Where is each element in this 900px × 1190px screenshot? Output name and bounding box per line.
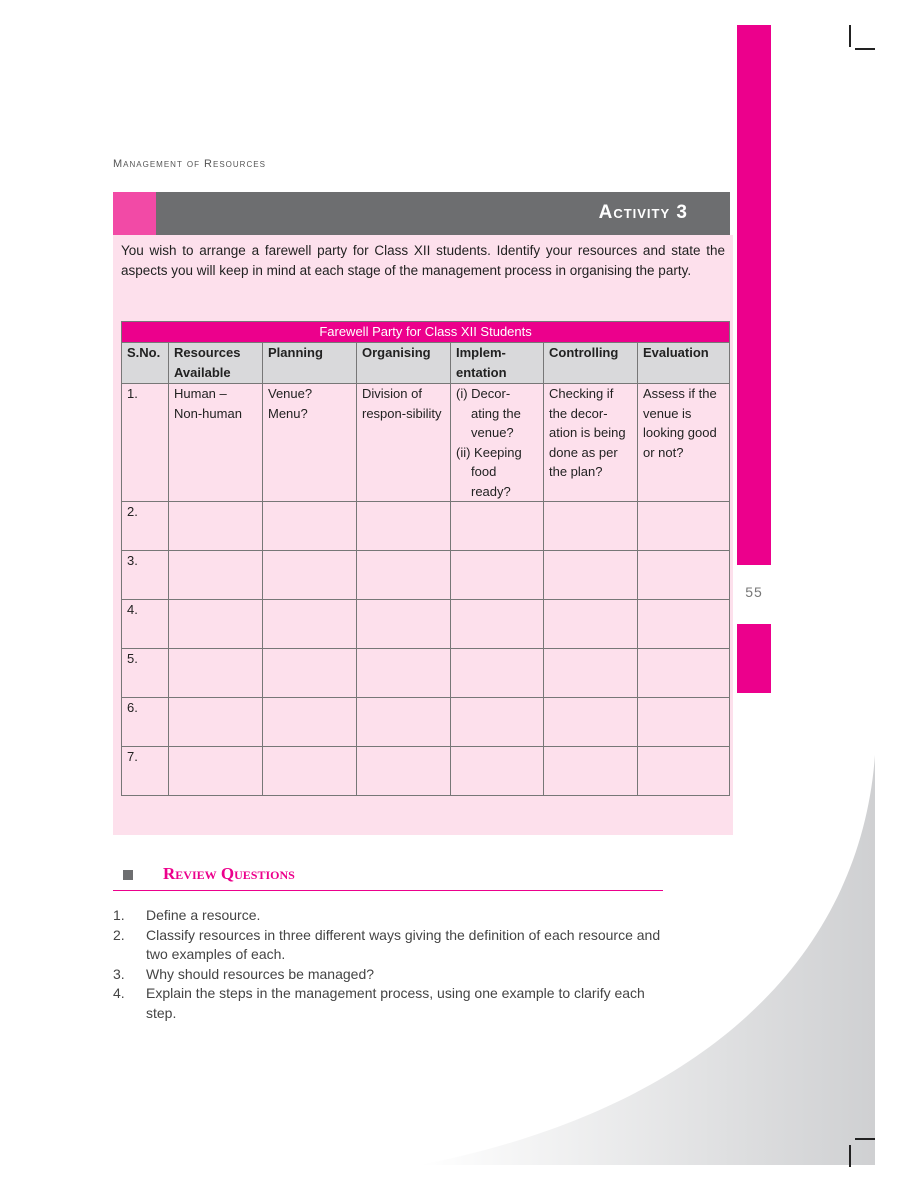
review-questions-heading: [113, 864, 663, 891]
cell-organising: Division of respon-sibility: [357, 384, 451, 502]
running-head: Management of Resources: [113, 158, 266, 170]
blank-cell: [263, 502, 357, 551]
cell-sno: 5.: [122, 649, 169, 698]
question-text: Why should resources be managed?: [146, 965, 375, 982]
blank-cell: [169, 698, 263, 747]
activity-title: Activity 3: [598, 202, 688, 223]
blank-cell: [169, 600, 263, 649]
cell-planning: Venue? Menu?: [263, 384, 357, 502]
blank-cell: [638, 551, 730, 600]
blank-cell: [451, 747, 544, 796]
blank-cell: [169, 649, 263, 698]
side-tab-upper: [737, 25, 771, 565]
blank-cell: [544, 649, 638, 698]
cell-sno: 3.: [122, 551, 169, 600]
blank-cell: [638, 600, 730, 649]
question-text: Classify resources in three different ways giving the definition of each resource and two examples of each.: [146, 926, 661, 962]
farewell-party-table: [121, 321, 730, 796]
question-number: 2.: [113, 926, 125, 943]
blank-cell: [263, 649, 357, 698]
column-header: Evaluation: [638, 343, 730, 384]
table-row: [122, 384, 730, 502]
blank-cell: [638, 698, 730, 747]
blank-cell: [451, 649, 544, 698]
column-header: Controlling: [544, 343, 638, 384]
page-number: 55: [745, 584, 763, 600]
blank-cell: [638, 747, 730, 796]
list-item: [113, 926, 673, 965]
blank-cell: [263, 698, 357, 747]
table-row: [122, 551, 730, 600]
list-item: [113, 984, 673, 1023]
question-number: 4.: [113, 985, 125, 1001]
cell-sno: 6.: [122, 698, 169, 747]
cell-sno: 2.: [122, 502, 169, 551]
table-row: [122, 502, 730, 551]
blank-cell: [638, 649, 730, 698]
blank-cell: [263, 551, 357, 600]
cell-evaluation: Assess if the venue is looking good or not?: [638, 384, 730, 502]
column-header: Organising: [357, 343, 451, 384]
cell-sno: 4.: [122, 600, 169, 649]
activity-instructions: You wish to arrange a farewell party for Class XII students. Identify your resources and state the aspects you will keep in mind at each stage of the management process in organising the party.: [121, 243, 725, 278]
implementation-step-2: (ii) Keeping food ready?: [456, 444, 522, 499]
blank-cell: [544, 698, 638, 747]
blank-cell: [451, 600, 544, 649]
blank-cell: [451, 698, 544, 747]
activity-bar-accent: [113, 192, 156, 235]
blank-cell: [357, 698, 451, 747]
blank-cell: [169, 551, 263, 600]
table-row: [122, 600, 730, 649]
blank-cell: [638, 502, 730, 551]
table-row: [122, 698, 730, 747]
blank-cell: [357, 502, 451, 551]
blank-cell: [544, 551, 638, 600]
question-number: 3.: [113, 965, 125, 982]
table-caption: Farewell Party for Class XII Students: [122, 322, 730, 343]
cell-implementation: [451, 384, 544, 502]
question-text: Explain the steps in the management process, using one example to clarify each step.: [146, 985, 645, 1021]
blank-cell: [451, 551, 544, 600]
blank-cell: [169, 747, 263, 796]
cell-sno: 7.: [122, 747, 169, 796]
side-tab-lower: [737, 624, 771, 693]
blank-cell: [357, 600, 451, 649]
question-number: 1.: [113, 907, 125, 923]
crop-mark-top-v: [849, 25, 851, 47]
crop-mark-top-h: [855, 48, 875, 50]
crop-mark-bottom-v: [849, 1145, 851, 1167]
blank-cell: [169, 502, 263, 551]
cell-sno: 1.: [122, 384, 169, 502]
table-row: [122, 747, 730, 796]
blank-cell: [451, 502, 544, 551]
column-header: Implem-entation: [451, 343, 544, 384]
blank-cell: [263, 600, 357, 649]
blank-cell: [544, 600, 638, 649]
table-header-row: [122, 343, 730, 384]
blank-cell: [357, 747, 451, 796]
activity-title-bar: [113, 192, 730, 235]
column-header: S.No.: [122, 343, 169, 384]
review-questions-list: [113, 906, 673, 1023]
cell-resources: Human – Non-human: [169, 384, 263, 502]
implementation-step-1: (i) Decor-ating the venue?: [456, 386, 521, 440]
blank-cell: [544, 747, 638, 796]
cell-controlling: Checking if the decor-ation is being done as per the plan?: [544, 384, 638, 502]
blank-cell: [357, 551, 451, 600]
blank-cell: [263, 747, 357, 796]
square-bullet-icon: [123, 870, 133, 880]
blank-cell: [357, 649, 451, 698]
question-text: Define a resource.: [146, 907, 261, 923]
review-questions-title: Review Questions: [163, 864, 295, 883]
table-row: [122, 649, 730, 698]
list-item: [113, 965, 673, 985]
column-header: Resources Available: [169, 343, 263, 384]
column-header: Planning: [263, 343, 357, 384]
list-item: [113, 906, 673, 926]
activity-panel: [113, 235, 733, 835]
crop-mark-bottom-h: [855, 1138, 875, 1140]
blank-cell: [544, 502, 638, 551]
